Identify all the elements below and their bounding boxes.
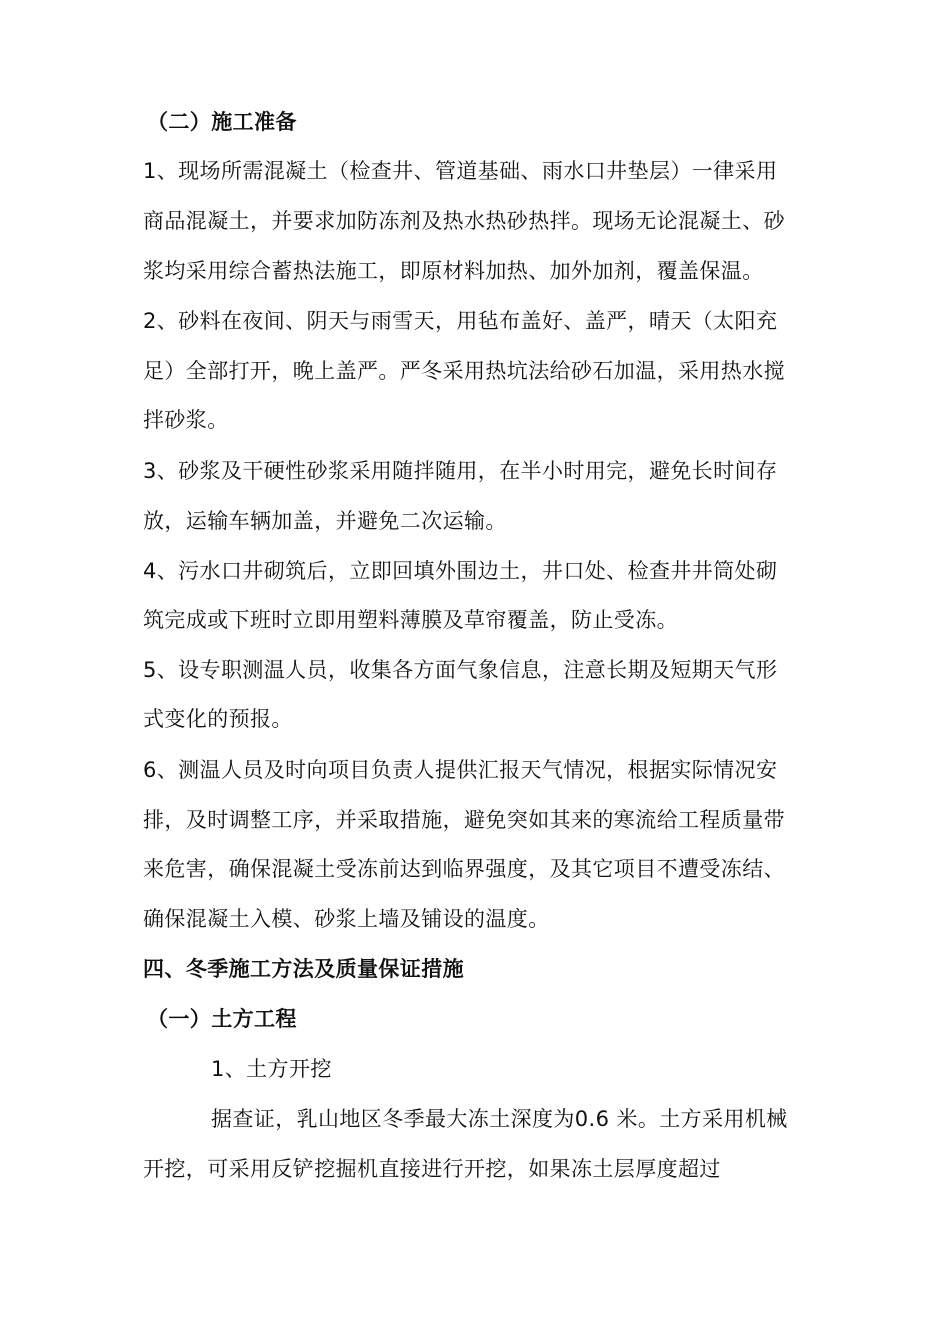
paragraph-line: 式变化的预报。: [143, 707, 293, 731]
paragraph-line: 筑完成或下班时立即用塑料薄膜及草帘覆盖，防止受冻。: [143, 608, 678, 632]
paragraph-line: 5、设专职测温人员，收集各方面气象信息，注意长期及短期天气形: [143, 658, 778, 682]
paragraph-line: 拌砂浆。: [143, 408, 229, 432]
paragraph-line: 排，及时调整工序，并采取措施，避免突如其来的寒流给工程质量带: [143, 808, 785, 832]
subsection-heading-excavation: 1、土方开挖: [211, 1057, 332, 1081]
paragraph-line: 放，运输车辆加盖，并避免二次运输。: [143, 509, 507, 533]
paragraph-line: 4、污水口井砌筑后，立即回填外围边土，井口处、检查井井筒处砌: [143, 559, 778, 583]
paragraph-line: 商品混凝土，并要求加防冻剂及热水热砂热拌。现场无论混凝土、砂: [143, 209, 785, 233]
paragraph-line: 据查证，乳山地区冬季最大冻土深度为0.6 米。土方采用机械: [211, 1107, 788, 1131]
paragraph-line: 2、砂料在夜间、阴天与雨雪天，用毡布盖好、盖严，晴天（太阳充: [143, 309, 778, 333]
section-heading-earthwork: （一）土方工程: [147, 1007, 297, 1031]
paragraph-line: 6、测温人员及时向项目负责人提供汇报天气情况，根据实际情况安: [143, 758, 778, 782]
paragraph-line: 足）全部打开，晚上盖严。严冬采用热坑法给砂石加温，采用热水搅: [143, 359, 785, 383]
paragraph-line: 3、砂浆及干硬性砂浆采用随拌随用，在半小时用完，避免长时间存: [143, 459, 778, 483]
paragraph-line: 1、现场所需混凝土（检查井、管道基础、雨水口井垫层）一律采用: [143, 159, 778, 183]
section-heading-construction-prep: （二）施工准备: [147, 110, 297, 134]
paragraph-line: 确保混凝土入模、砂浆上墙及铺设的温度。: [143, 907, 550, 931]
paragraph-line: 开挖，可采用反铲挖掘机直接进行开挖，如果冻土层厚度超过: [143, 1157, 721, 1181]
paragraph-line: 浆均采用综合蓄热法施工，即原材料加热、加外加剂，覆盖保温。: [143, 259, 764, 283]
paragraph-line: 来危害，确保混凝土受冻前达到临界强度，及其它项目不遭受冻结、: [143, 857, 785, 881]
chapter-heading-winter-methods: 四、冬季施工方法及质量保证措施: [143, 957, 464, 981]
